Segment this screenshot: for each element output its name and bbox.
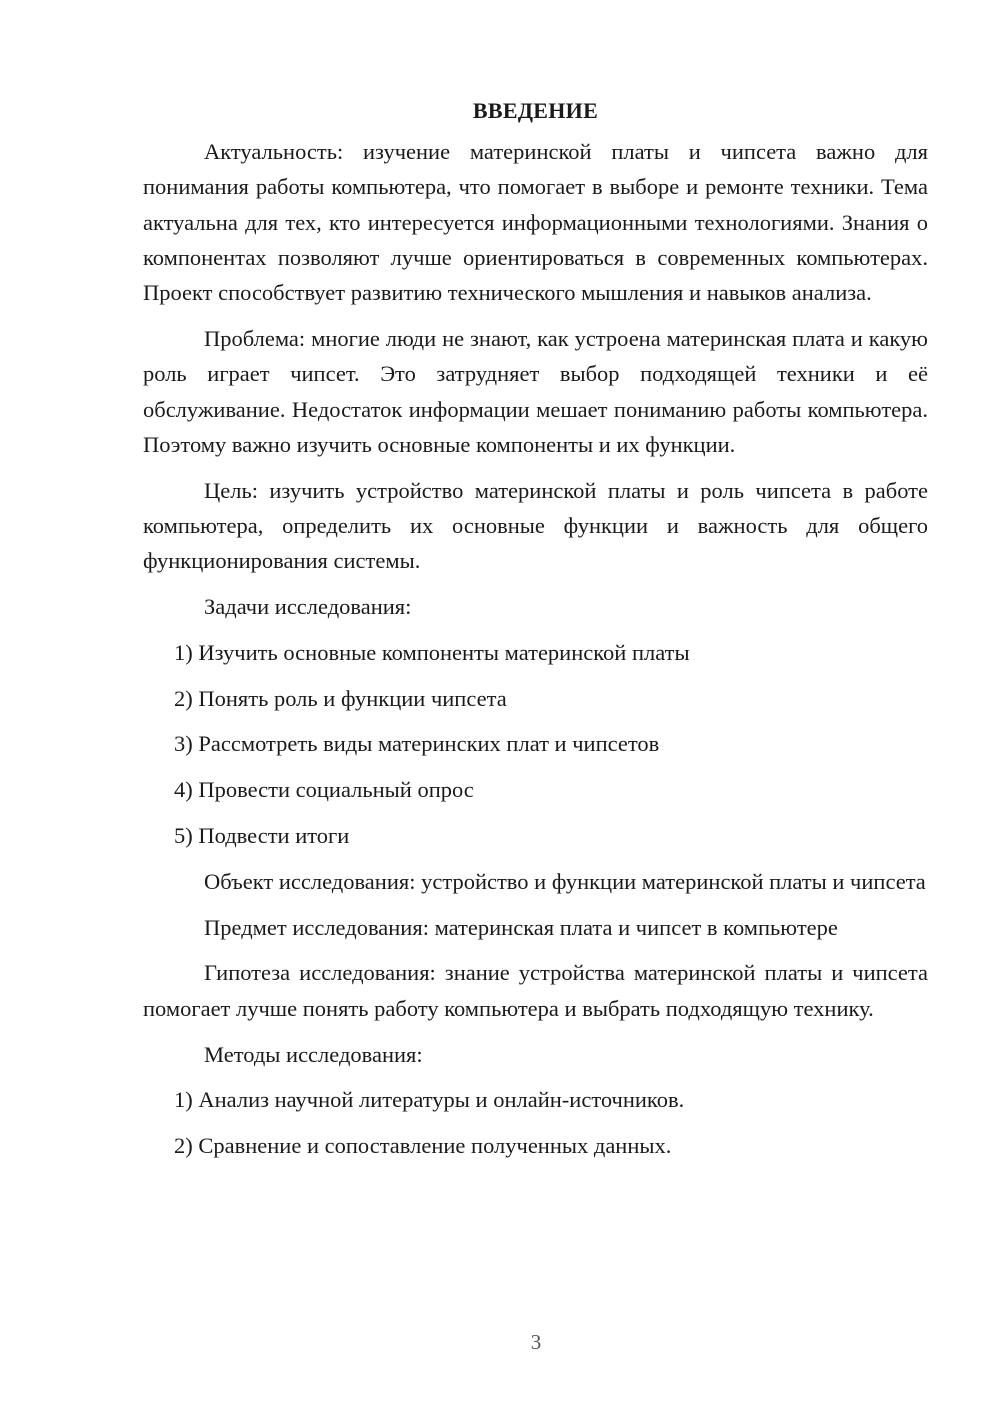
- paragraph-object: Объект исследования: устройство и функции материнской платы и чипсета: [204, 868, 926, 894]
- task-item: 4) Провести социальный опрос: [174, 777, 474, 803]
- paragraph-hypothesis: Гипотеза исследования: знание устройства материнской платы и чипсета помогает лучше понять работу компьютера и выбрать подходящую технику.: [143, 960, 928, 1021]
- method-item: 1) Анализ научной литературы и онлайн-источников.: [174, 1087, 685, 1113]
- tasks-heading: Задачи исследования:: [204, 594, 412, 620]
- method-item: 2) Сравнение и сопоставление полученных данных.: [174, 1133, 672, 1159]
- paragraph-goal: Цель: изучить устройство материнской платы и роль чипсета в работе компьютера, определить их основные функции и важность для общего функционирования системы.: [143, 477, 928, 574]
- paragraph-relevance: Актуальность: изучение материнской платы и чипсета важно для понимания работы компьютера, что помогает в выборе и ремонте техники. Тема актуальна для тех, кто интересуется информационными технологиями. Знания о компонентах позволяют лучше ориентироваться в современных компьютерах. Проект способствует развитию технического мышления и навыков анализа.: [143, 139, 928, 306]
- section-title: ВВЕДЕНИЕ: [472, 98, 599, 123]
- task-item: 3) Рассмотреть виды материнских плат и чипсетов: [174, 731, 660, 757]
- methods-list: [143, 1082, 928, 1163]
- task-item: 2) Понять роль и функции чипсета: [174, 685, 507, 711]
- tasks-list: [143, 635, 928, 853]
- document-page: [143, 96, 928, 1174]
- paragraph-problem: Проблема: многие люди не знают, как устроена материнская плата и какую роль играет чипсет. Это затрудняет выбор подходящей техники и её обслуживание. Недостаток информации мешает пониманию работы компьютера. Поэтому важно изучить основные компоненты и их функции.: [143, 325, 928, 457]
- page-number: 3: [530, 1330, 542, 1354]
- methods-heading: Методы исследования:: [204, 1041, 423, 1067]
- task-item: 5) Подвести итоги: [174, 823, 350, 849]
- paragraph-subject: Предмет исследования: материнская плата и чипсет в компьютере: [204, 914, 838, 940]
- task-item: 1) Изучить основные компоненты материнской платы: [174, 639, 690, 665]
